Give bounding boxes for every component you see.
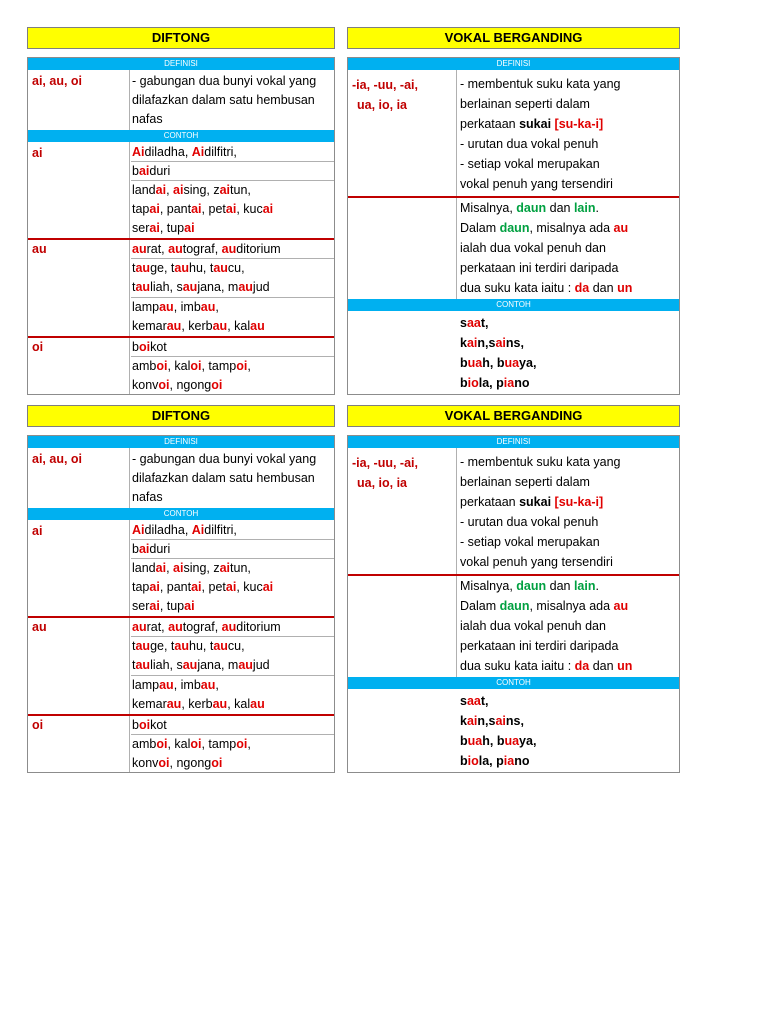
vokal-definisi-bar: DEFINISI	[348, 436, 679, 448]
diftong-au-ex1: aurat, autograf, auditorium	[132, 620, 281, 634]
vokal-ex-5: dua suku kata iaitu : da dan un	[460, 281, 633, 295]
diftong-oi-ex1: boikot	[132, 340, 167, 354]
vokal-def-label-1: -ia, -uu, -ai,	[352, 78, 418, 92]
diftong-oi-label: oi	[32, 340, 44, 354]
diftong-ai-ex2: baiduri	[132, 164, 171, 178]
diftong-col-divider	[129, 70, 130, 394]
diftong-section-rule	[28, 714, 334, 716]
diftong-title: DIFTONG	[27, 405, 335, 427]
vokal-def-4: - urutan dua vokal penuh	[460, 515, 599, 529]
diftong-au-ex2a: tauge, tauhu, taucu,	[132, 639, 245, 653]
diftong-def-label: ai, au, oi	[32, 74, 83, 88]
vokal-definisi-bar: DEFINISI	[348, 58, 679, 70]
vokal-contoh-3: buah, buaya,	[460, 734, 537, 748]
diftong-def-text: - gabungan dua bunyi vokal yang dilafazkan dalam satu hembusan nafas	[132, 452, 317, 504]
diftong-au-ex3a: lampau, imbau,	[132, 300, 219, 314]
vokal-col-divider	[456, 70, 457, 300]
vokal-ex-4: perkataan ini terdiri daripada	[460, 639, 619, 653]
diftong-definisi-bar: DEFINISI	[28, 58, 334, 70]
diftong-contoh-bar: CONTOH	[28, 508, 334, 520]
diftong-ai-ex3a: landai, aising, zaitun,	[132, 561, 251, 575]
vokal-contoh-bar: CONTOH	[348, 677, 679, 689]
vokal-contoh-2: kain,sains,	[460, 714, 524, 728]
vokal-def-5: - setiap vokal merupakan	[460, 535, 600, 549]
vokal-section-rule	[348, 196, 679, 198]
vokal-def-5: - setiap vokal merupakan	[460, 157, 600, 171]
vokal-ex-3: ialah dua vokal penuh dan	[460, 619, 606, 633]
diftong-oi-ex2a: amboi, kaloi, tampoi,	[132, 737, 251, 751]
vokal-title: VOKAL BERGANDING	[347, 27, 680, 49]
diftong-au-label: au	[32, 242, 47, 256]
vokal-def-1: - membentuk suku kata yang	[460, 77, 621, 91]
vokal-contoh-4: biola, piano	[460, 754, 530, 768]
vokal-section-rule	[348, 574, 679, 576]
diftong-ai-ex3c: serai, tupai	[132, 221, 195, 235]
diftong-col-divider	[129, 448, 130, 772]
diftong-ai-ex1: Aidiladha, Aidilfitri,	[132, 523, 237, 537]
diftong-def-label: ai, au, oi	[32, 452, 83, 466]
diftong-au-ex1: aurat, autograf, auditorium	[132, 242, 281, 256]
diftong-ai-label: ai	[32, 524, 43, 538]
diftong-oi-ex2b: konvoi, ngongoi	[132, 756, 223, 770]
vokal-col-divider	[456, 448, 457, 678]
diftong-ai-ex3b: tapai, pantai, petai, kucai	[132, 202, 274, 216]
vokal-def-label-2: ua, io, ia	[357, 98, 408, 112]
vokal-title: VOKAL BERGANDING	[347, 405, 680, 427]
diftong-ai-ex3c: serai, tupai	[132, 599, 195, 613]
diftong-title: DIFTONG	[27, 27, 335, 49]
diftong-ai-ex2: baiduri	[132, 542, 171, 556]
vokal-contoh-2: kain,sains,	[460, 336, 524, 350]
vokal-ex-3: ialah dua vokal penuh dan	[460, 241, 606, 255]
vokal-def-2: berlainan seperti dalam	[460, 475, 590, 489]
vokal-def-6: vokal penuh yang tersendiri	[460, 555, 613, 569]
diftong-section-rule	[28, 336, 334, 338]
diftong-au-ex3a: lampau, imbau,	[132, 678, 219, 692]
vokal-def-3: perkataan sukai [su-ka-i]	[460, 117, 604, 131]
diftong-ai-ex1: Aidiladha, Aidilfitri,	[132, 145, 237, 159]
diftong-au-ex2a: tauge, tauhu, taucu,	[132, 261, 245, 275]
diftong-au-ex3b: kemarau, kerbau, kalau	[132, 697, 265, 711]
vokal-contoh-4: biola, piano	[460, 376, 530, 390]
vokal-def-1: - membentuk suku kata yang	[460, 455, 621, 469]
vokal-contoh-bar: CONTOH	[348, 299, 679, 311]
vokal-ex-2: Dalam daun, misalnya ada au	[460, 599, 629, 613]
vokal-contoh-1: saat,	[460, 316, 489, 330]
vokal-def-label-2: ua, io, ia	[357, 476, 408, 490]
diftong-ai-label: ai	[32, 146, 43, 160]
diftong-def-text: - gabungan dua bunyi vokal yang dilafazkan dalam satu hembusan nafas	[132, 74, 317, 126]
diftong-oi-ex2a: amboi, kaloi, tampoi,	[132, 359, 251, 373]
diftong-oi-ex1: boikot	[132, 718, 167, 732]
vokal-def-3: perkataan sukai [su-ka-i]	[460, 495, 604, 509]
vokal-def-label-1: -ia, -uu, -ai,	[352, 456, 418, 470]
diftong-au-ex3b: kemarau, kerbau, kalau	[132, 319, 265, 333]
vokal-def-4: - urutan dua vokal penuh	[460, 137, 599, 151]
diftong-au-ex2b: tauliah, saujana, maujud	[132, 280, 270, 294]
vokal-ex-4: perkataan ini terdiri daripada	[460, 261, 619, 275]
vokal-ex-5: dua suku kata iaitu : da dan un	[460, 659, 633, 673]
vokal-contoh-1: saat,	[460, 694, 489, 708]
vokal-ex-2: Dalam daun, misalnya ada au	[460, 221, 629, 235]
diftong-ai-ex3a: landai, aising, zaitun,	[132, 183, 251, 197]
diftong-au-ex2b: tauliah, saujana, maujud	[132, 658, 270, 672]
diftong-oi-ex2b: konvoi, ngongoi	[132, 378, 223, 392]
diftong-contoh-bar: CONTOH	[28, 130, 334, 142]
vokal-def-2: berlainan seperti dalam	[460, 97, 590, 111]
diftong-oi-label: oi	[32, 718, 44, 732]
vokal-contoh-3: buah, buaya,	[460, 356, 537, 370]
vokal-ex-1: Misalnya, daun dan lain.	[460, 201, 599, 215]
diftong-definisi-bar: DEFINISI	[28, 436, 334, 448]
vokal-ex-1: Misalnya, daun dan lain.	[460, 579, 599, 593]
diftong-ai-ex3b: tapai, pantai, petai, kucai	[132, 580, 274, 594]
diftong-au-label: au	[32, 620, 47, 634]
vokal-def-6: vokal penuh yang tersendiri	[460, 177, 613, 191]
